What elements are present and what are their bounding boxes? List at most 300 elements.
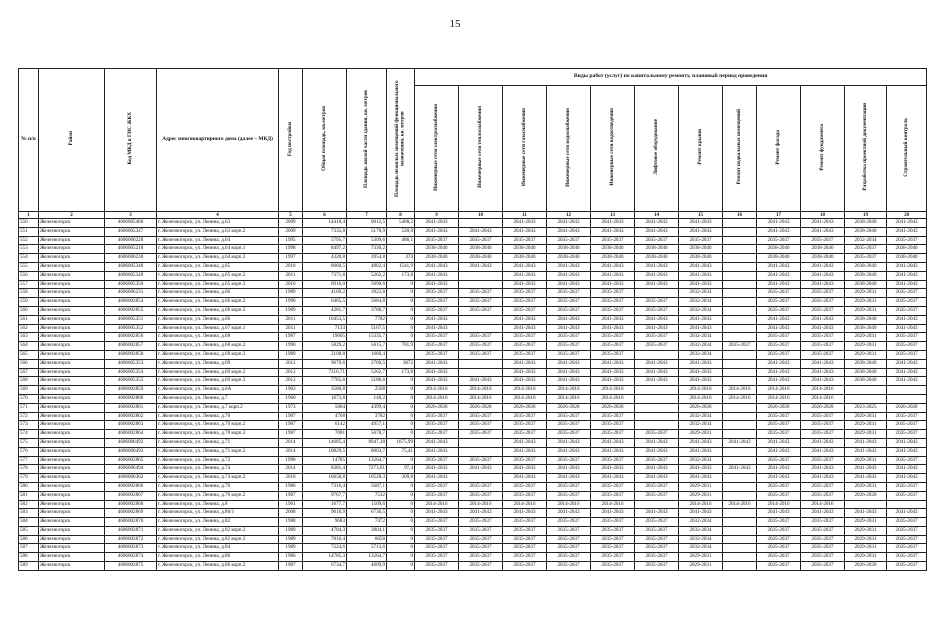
row-work-period: 2038-2040 bbox=[679, 254, 723, 263]
row-work-period: 2041-2043 bbox=[503, 359, 547, 368]
row-code: 4606002861 bbox=[105, 403, 157, 412]
row-work-period: 2038-2040 bbox=[415, 245, 459, 254]
table-body bbox=[19, 219, 927, 571]
column-number-cell: 7 bbox=[347, 212, 387, 219]
row-number: 566 bbox=[19, 359, 39, 368]
row-address: г. Железногорск, ул. Ленина, д.70 корп.2 bbox=[157, 421, 279, 430]
row-work-period: 2029-2031 bbox=[845, 482, 887, 491]
row-common-area: 0 bbox=[387, 377, 415, 386]
row-total-area: 7371,8 bbox=[303, 271, 347, 280]
row-rayon: Железногорск bbox=[39, 438, 105, 447]
row-work-period: 2035-2037 bbox=[503, 518, 547, 527]
row-work-period: 2038-2040 bbox=[415, 254, 459, 263]
row-work-period: 2035-2037 bbox=[459, 553, 503, 562]
row-work-period: 2041-2043 bbox=[503, 219, 547, 228]
row-address: г. Железногорск, ул. Ленина, д.66 bbox=[157, 289, 279, 298]
row-work-period bbox=[635, 403, 679, 412]
row-work-period: 2035-2037 bbox=[845, 254, 887, 263]
header-address: Адрес многоквартирного дома (далее – МКД) bbox=[157, 69, 279, 212]
row-work-period: 2014-2016 bbox=[503, 386, 547, 395]
row-code: 4606005348 bbox=[105, 262, 157, 271]
row-work-period: 2035-2037 bbox=[459, 421, 503, 430]
row-year: 1989 bbox=[279, 535, 303, 544]
row-work-period: 2035-2037 bbox=[635, 482, 679, 491]
row-total-area: 7224,6 bbox=[303, 544, 347, 553]
row-address: г. Железногорск, ул. Ленина, д.84 bbox=[157, 544, 279, 553]
row-common-area: 374 bbox=[387, 254, 415, 263]
row-number: 586 bbox=[19, 535, 39, 544]
row-address: г. Железногорск, ул. Ленина, д.7 корп.2 bbox=[157, 403, 279, 412]
row-work-period bbox=[723, 456, 757, 465]
row-address: г. Железногорск, ул. Ленина, д.74 корп.2 bbox=[157, 474, 279, 483]
row-work-period: 2035-2037 bbox=[415, 526, 459, 535]
row-living-area: 5262,2 bbox=[347, 271, 387, 280]
row-work-period: 2041-2043 bbox=[679, 262, 723, 271]
row-work-period: 2041-2043 bbox=[591, 271, 635, 280]
row-code: 4606002864 bbox=[105, 430, 157, 439]
row-work-period: 2038-2040 bbox=[887, 245, 927, 254]
table-row bbox=[19, 456, 927, 465]
row-work-period: 2041-2043 bbox=[547, 377, 591, 386]
row-common-area: 0 bbox=[387, 509, 415, 518]
row-work-period: 2035-2037 bbox=[547, 421, 591, 430]
row-living-area: 5178,9 bbox=[347, 227, 387, 236]
header-work-control: Строительный контроль bbox=[887, 86, 927, 212]
row-rayon: Железногорск bbox=[39, 412, 105, 421]
row-total-area: 10829,5 bbox=[303, 447, 347, 456]
row-work-period bbox=[635, 394, 679, 403]
row-work-period: 2041-2043 bbox=[503, 465, 547, 474]
row-address: г. Железногорск, ул. Ленина, д.65 корп.2 bbox=[157, 271, 279, 280]
row-work-period: 2038-2040 bbox=[591, 254, 635, 263]
row-work-period: 2035-2037 bbox=[801, 430, 845, 439]
row-work-period: 2035-2037 bbox=[591, 236, 635, 245]
row-work-period: 2041-2043 bbox=[635, 465, 679, 474]
row-year: 1987 bbox=[279, 333, 303, 342]
table-row bbox=[19, 430, 927, 439]
table-row bbox=[19, 298, 927, 307]
row-work-period: 2041-2043 bbox=[801, 280, 845, 289]
row-work-period: 2014-2016 bbox=[415, 500, 459, 509]
row-number: 557 bbox=[19, 280, 39, 289]
row-work-period: 2029-2031 bbox=[845, 350, 887, 359]
row-rayon: Железногорск bbox=[39, 403, 105, 412]
row-work-period: 2035-2037 bbox=[503, 430, 547, 439]
row-work-period: 2035-2037 bbox=[887, 298, 927, 307]
row-work-period: 2041-2043 bbox=[591, 509, 635, 518]
row-work-period: 2041-2043 bbox=[635, 280, 679, 289]
row-work-period: 2035-2037 bbox=[635, 236, 679, 245]
row-living-area: 9012,5 bbox=[347, 219, 387, 228]
row-work-period: 2035-2037 bbox=[635, 491, 679, 500]
row-work-period: 2035-2037 bbox=[503, 350, 547, 359]
row-living-area: 6736,5 bbox=[347, 509, 387, 518]
row-total-area: 9767,7 bbox=[303, 491, 347, 500]
row-rayon: Железногорск bbox=[39, 306, 105, 315]
row-work-period: 2038-2040 bbox=[547, 245, 591, 254]
row-work-period: 2026-2028 bbox=[503, 403, 547, 412]
row-code: 4606005354 bbox=[105, 368, 157, 377]
row-work-period bbox=[723, 280, 757, 289]
row-work-period: 2032-2034 bbox=[679, 518, 723, 527]
row-number: 573 bbox=[19, 421, 39, 430]
row-code: 4606002858 bbox=[105, 350, 157, 359]
row-work-period: 2035-2037 bbox=[757, 544, 801, 553]
row-work-period: 2038-2040 bbox=[845, 280, 887, 289]
row-work-period: 2041-2043 bbox=[801, 368, 845, 377]
row-work-period: 2041-2043 bbox=[547, 438, 591, 447]
row-number: 580 bbox=[19, 482, 39, 491]
row-work-period: 2041-2043 bbox=[635, 219, 679, 228]
row-work-period: 2029-2031 bbox=[845, 518, 887, 527]
row-work-period: 2035-2037 bbox=[503, 236, 547, 245]
row-work-period: 2026-2028 bbox=[801, 403, 845, 412]
row-total-area: 7316,4 bbox=[303, 482, 347, 491]
row-work-period: 2041-2043 bbox=[757, 509, 801, 518]
row-address: г. Железногорск, ул. Ленина, д.6А bbox=[157, 386, 279, 395]
row-work-period: 2014-2016 bbox=[757, 394, 801, 403]
row-year: 1989 bbox=[279, 526, 303, 535]
row-work-period: 2041-2043 bbox=[757, 219, 801, 228]
row-work-period: 2035-2037 bbox=[547, 333, 591, 342]
table-row bbox=[19, 306, 927, 315]
row-work-period bbox=[635, 412, 679, 421]
row-work-period: 2035-2037 bbox=[887, 333, 927, 342]
row-rayon: Железногорск bbox=[39, 262, 105, 271]
row-work-period: 2041-2043 bbox=[635, 377, 679, 386]
row-work-period: 2041-2043 bbox=[591, 262, 635, 271]
row-work-period: 2038-2040 bbox=[845, 359, 887, 368]
row-work-period: 2041-2043 bbox=[591, 359, 635, 368]
row-address: г. Железногорск, ул. Ленина, д.68 корп.3 bbox=[157, 350, 279, 359]
row-work-period: 2035-2037 bbox=[757, 236, 801, 245]
row-address: г. Железногорск, ул. Ленина, д.7 bbox=[157, 394, 279, 403]
row-address: г. Железногорск, ул. Ленина, д.68 корп.2 bbox=[157, 342, 279, 351]
row-living-area: 5713,6 bbox=[347, 544, 387, 553]
row-number: 589 bbox=[19, 562, 39, 571]
header-num: № п/п bbox=[19, 69, 39, 212]
row-common-area: 97,4 bbox=[387, 465, 415, 474]
row-common-area: 309,8 bbox=[387, 474, 415, 483]
row-work-period: 2023-2025 bbox=[845, 403, 887, 412]
column-number-cell: 13 bbox=[591, 212, 635, 219]
row-work-period bbox=[459, 271, 503, 280]
row-work-period: 2041-2043 bbox=[591, 219, 635, 228]
table-row bbox=[19, 280, 927, 289]
row-number: 574 bbox=[19, 430, 39, 439]
table-row bbox=[19, 227, 927, 236]
row-living-area: 8947,38 bbox=[347, 438, 387, 447]
row-year: 1986 bbox=[279, 482, 303, 491]
row-year: 2009 bbox=[279, 219, 303, 228]
row-year: 1998 bbox=[279, 245, 303, 254]
row-work-period: 2035-2037 bbox=[757, 298, 801, 307]
row-address: г. Железногорск, ул. Ленина, д.76 bbox=[157, 482, 279, 491]
row-work-period: 2041-2043 bbox=[801, 377, 845, 386]
row-work-period bbox=[723, 368, 757, 377]
row-work-period: 2041-2043 bbox=[887, 438, 927, 447]
row-work-period: 2035-2037 bbox=[635, 456, 679, 465]
column-number-cell: 18 bbox=[801, 212, 845, 219]
row-address: г. Железногорск, ул. Ленина, д.70 корп.3 bbox=[157, 430, 279, 439]
row-work-period: 2038-2040 bbox=[845, 315, 887, 324]
row-work-period: 2041-2043 bbox=[459, 262, 503, 271]
row-work-period bbox=[723, 403, 757, 412]
row-living-area: 3788,7 bbox=[347, 306, 387, 315]
row-total-area: 4784,3 bbox=[303, 526, 347, 535]
column-number-cell: 19 bbox=[845, 212, 887, 219]
row-work-period: 2035-2037 bbox=[757, 306, 801, 315]
row-work-period: 2041-2043 bbox=[845, 465, 887, 474]
row-work-period: 2041-2043 bbox=[415, 465, 459, 474]
row-number: 584 bbox=[19, 518, 39, 527]
row-work-period bbox=[723, 298, 757, 307]
row-work-period: 2035-2037 bbox=[591, 289, 635, 298]
row-living-area: 13264,7 bbox=[347, 456, 387, 465]
row-work-period: 2035-2037 bbox=[591, 491, 635, 500]
row-code: 4606006231 bbox=[105, 289, 157, 298]
row-work-period: 2014-2016 bbox=[459, 386, 503, 395]
row-year: 1987 bbox=[279, 421, 303, 430]
row-work-period: 2035-2037 bbox=[547, 491, 591, 500]
row-work-period: 2041-2043 bbox=[635, 271, 679, 280]
row-common-area: 486,1 bbox=[387, 236, 415, 245]
row-number: 578 bbox=[19, 465, 39, 474]
row-address: г. Железногорск, ул. Ленина, д.68 bbox=[157, 333, 279, 342]
row-work-period: 2041-2043 bbox=[547, 280, 591, 289]
row-address: г. Железногорск, ул. Ленина, д.82 корп.3 bbox=[157, 535, 279, 544]
row-work-period: 2029-2031 bbox=[679, 430, 723, 439]
row-work-period: 2035-2037 bbox=[887, 342, 927, 351]
row-work-period: 2035-2037 bbox=[415, 350, 459, 359]
row-work-period: 2041-2043 bbox=[887, 227, 927, 236]
row-work-period: 2041-2043 bbox=[679, 219, 723, 228]
row-work-period: 2038-2040 bbox=[845, 377, 887, 386]
row-number: 552 bbox=[19, 236, 39, 245]
row-rayon: Железногорск bbox=[39, 333, 105, 342]
row-work-period: 2035-2037 bbox=[459, 333, 503, 342]
row-work-period: 2035-2037 bbox=[547, 412, 591, 421]
row-work-period: 2026-2028 bbox=[845, 491, 887, 500]
row-work-period bbox=[845, 394, 887, 403]
capital-repair-table-sheet bbox=[18, 68, 918, 571]
row-code: 4606002873 bbox=[105, 544, 157, 553]
row-work-period: 2041-2043 bbox=[679, 315, 723, 324]
row-work-period: 2032-2034 bbox=[679, 298, 723, 307]
row-work-period: 2035-2037 bbox=[415, 289, 459, 298]
row-work-period bbox=[723, 271, 757, 280]
row-work-period: 2035-2037 bbox=[757, 430, 801, 439]
row-work-period: 2032-2034 bbox=[679, 535, 723, 544]
row-work-period bbox=[723, 518, 757, 527]
row-year: 1961 bbox=[279, 500, 303, 509]
row-work-period: 2038-2040 bbox=[547, 254, 591, 263]
row-work-period: 2041-2043 bbox=[503, 227, 547, 236]
row-work-period: 2035-2037 bbox=[591, 553, 635, 562]
row-code: 4606006228 bbox=[105, 236, 157, 245]
row-work-period: 2035-2037 bbox=[415, 535, 459, 544]
row-work-period: 2032-2034 bbox=[679, 526, 723, 535]
row-work-period: 2041-2043 bbox=[801, 465, 845, 474]
row-code: 4606005351 bbox=[105, 315, 157, 324]
row-living-area: 5167,5 bbox=[347, 324, 387, 333]
row-code: 4606002868 bbox=[105, 500, 157, 509]
row-common-area: 0 bbox=[387, 500, 415, 509]
row-work-period: 2041-2043 bbox=[503, 368, 547, 377]
row-address: г. Железногорск, ул. Ленина, д.66 bbox=[157, 315, 279, 324]
row-work-period: 2035-2037 bbox=[503, 456, 547, 465]
row-work-period: 2035-2037 bbox=[801, 526, 845, 535]
row-work-period: 2038-2040 bbox=[845, 368, 887, 377]
row-total-area: 6916,0 bbox=[303, 280, 347, 289]
row-work-period: 2041-2043 bbox=[845, 447, 887, 456]
header-work-foundation: Ремонт фундамента bbox=[801, 86, 845, 212]
table-row bbox=[19, 438, 927, 447]
row-rayon: Железногорск bbox=[39, 456, 105, 465]
row-number: 553 bbox=[19, 245, 39, 254]
row-work-period: 2035-2037 bbox=[635, 430, 679, 439]
row-work-period: 2041-2043 bbox=[679, 438, 723, 447]
row-work-period: 2041-2043 bbox=[679, 359, 723, 368]
row-work-period: 2038-2040 bbox=[845, 219, 887, 228]
row-work-period: 2041-2043 bbox=[547, 262, 591, 271]
header-work-design: Разработка проектной документации bbox=[845, 86, 887, 212]
row-work-period: 2041-2043 bbox=[887, 509, 927, 518]
row-work-period: 2035-2037 bbox=[503, 535, 547, 544]
row-work-period: 2029-2031 bbox=[845, 289, 887, 298]
row-work-period: 2014-2016 bbox=[723, 500, 757, 509]
row-rayon: Железногорск bbox=[39, 324, 105, 333]
row-work-period: 2041-2043 bbox=[547, 465, 591, 474]
row-code: 4606005218 bbox=[105, 245, 157, 254]
row-work-period: 2041-2043 bbox=[801, 474, 845, 483]
row-year: 2010 bbox=[279, 280, 303, 289]
row-work-period: 2035-2037 bbox=[459, 535, 503, 544]
row-work-period: 2041-2043 bbox=[801, 324, 845, 333]
row-year: 2012 bbox=[279, 359, 303, 368]
row-work-period: 2041-2043 bbox=[635, 509, 679, 518]
row-living-area: 7330,2 bbox=[347, 245, 387, 254]
row-work-period: 2035-2037 bbox=[887, 526, 927, 535]
table-row bbox=[19, 315, 927, 324]
row-address: г. Железногорск, ул. Ленина, д.67 корп.1 bbox=[157, 324, 279, 333]
row-work-period: 2035-2037 bbox=[591, 306, 635, 315]
table-row bbox=[19, 262, 927, 271]
row-work-period bbox=[723, 474, 757, 483]
row-address: г. Железногорск, ул. Ленина, д.64 корп.1 bbox=[157, 245, 279, 254]
row-common-area: 0 bbox=[387, 386, 415, 395]
row-work-period: 2035-2037 bbox=[503, 526, 547, 535]
row-work-period: 2035-2037 bbox=[459, 482, 503, 491]
table-row bbox=[19, 474, 927, 483]
row-rayon: Железногорск bbox=[39, 271, 105, 280]
table-row bbox=[19, 491, 927, 500]
row-number: 588 bbox=[19, 553, 39, 562]
row-total-area: 5795,7 bbox=[303, 236, 347, 245]
row-work-period: 2035-2037 bbox=[887, 491, 927, 500]
row-living-area: 5186,6 bbox=[347, 377, 387, 386]
row-work-period: 2041-2043 bbox=[591, 315, 635, 324]
row-work-period: 2035-2037 bbox=[547, 535, 591, 544]
row-work-period: 2041-2043 bbox=[887, 447, 927, 456]
row-year: 2011 bbox=[279, 271, 303, 280]
header-work-basement: Ремонт подвальных помещений bbox=[723, 86, 757, 212]
row-number: 550 bbox=[19, 219, 39, 228]
row-code: 4606006492 bbox=[105, 438, 157, 447]
row-code: 4606002854 bbox=[105, 298, 157, 307]
row-work-period: 2041-2043 bbox=[547, 359, 591, 368]
row-work-period bbox=[459, 474, 503, 483]
row-work-period bbox=[723, 245, 757, 254]
row-work-period: 2032-2034 bbox=[679, 289, 723, 298]
row-year: 1973 bbox=[279, 403, 303, 412]
row-work-period: 2035-2037 bbox=[415, 412, 459, 421]
row-work-period: 2041-2043 bbox=[635, 227, 679, 236]
row-living-area: 1660,4 bbox=[347, 350, 387, 359]
row-total-area: 4328,8 bbox=[303, 254, 347, 263]
row-work-period: 2041-2043 bbox=[801, 438, 845, 447]
row-rayon: Железногорск bbox=[39, 474, 105, 483]
row-work-period: 2041-2043 bbox=[415, 438, 459, 447]
row-work-period: 2041-2043 bbox=[757, 315, 801, 324]
row-common-area: 0 bbox=[387, 315, 415, 324]
row-work-period: 2035-2037 bbox=[801, 535, 845, 544]
row-code: 4606005353 bbox=[105, 359, 157, 368]
row-year: 1987 bbox=[279, 562, 303, 571]
row-work-period: 2026-2028 bbox=[887, 403, 927, 412]
row-year: 1990 bbox=[279, 342, 303, 351]
row-code: 4606005349 bbox=[105, 271, 157, 280]
row-living-area: 4957,1 bbox=[347, 421, 387, 430]
row-work-period: 2014-2016 bbox=[679, 394, 723, 403]
row-work-period: 2041-2043 bbox=[723, 438, 757, 447]
row-work-period: 2035-2037 bbox=[415, 456, 459, 465]
row-work-period: 2014-2016 bbox=[503, 500, 547, 509]
row-number: 562 bbox=[19, 324, 39, 333]
row-living-area: 15335,7 bbox=[347, 333, 387, 342]
row-work-period: 2029-2031 bbox=[845, 412, 887, 421]
row-work-period: 2035-2037 bbox=[415, 544, 459, 553]
table-row bbox=[19, 324, 927, 333]
row-work-period: 2035-2037 bbox=[503, 482, 547, 491]
row-work-period: 2041-2043 bbox=[547, 324, 591, 333]
row-year: 1960 bbox=[279, 394, 303, 403]
row-work-period bbox=[723, 562, 757, 571]
row-work-period: 2035-2037 bbox=[591, 333, 635, 342]
row-work-period: 2035-2037 bbox=[547, 553, 591, 562]
row-common-area: 0 bbox=[387, 430, 415, 439]
row-number: 568 bbox=[19, 377, 39, 386]
row-work-period: 2041-2043 bbox=[757, 262, 801, 271]
row-rayon: Железногорск bbox=[39, 430, 105, 439]
row-code: 4606002862 bbox=[105, 412, 157, 421]
row-work-period: 2041-2043 bbox=[887, 271, 927, 280]
row-work-period: 2014-2016 bbox=[723, 386, 757, 395]
row-work-period: 2014-2016 bbox=[801, 394, 845, 403]
table-row bbox=[19, 289, 927, 298]
row-work-period: 2035-2037 bbox=[415, 236, 459, 245]
row-work-period: 2035-2037 bbox=[635, 306, 679, 315]
row-common-area: 520,8 bbox=[387, 227, 415, 236]
row-work-period bbox=[635, 386, 679, 395]
row-work-period: 2035-2037 bbox=[679, 236, 723, 245]
row-work-period bbox=[723, 553, 757, 562]
row-work-period: 2041-2043 bbox=[415, 271, 459, 280]
row-work-period bbox=[723, 219, 757, 228]
row-common-area: 0 bbox=[387, 491, 415, 500]
row-year: 2011 bbox=[279, 315, 303, 324]
row-code: 4606002866 bbox=[105, 482, 157, 491]
